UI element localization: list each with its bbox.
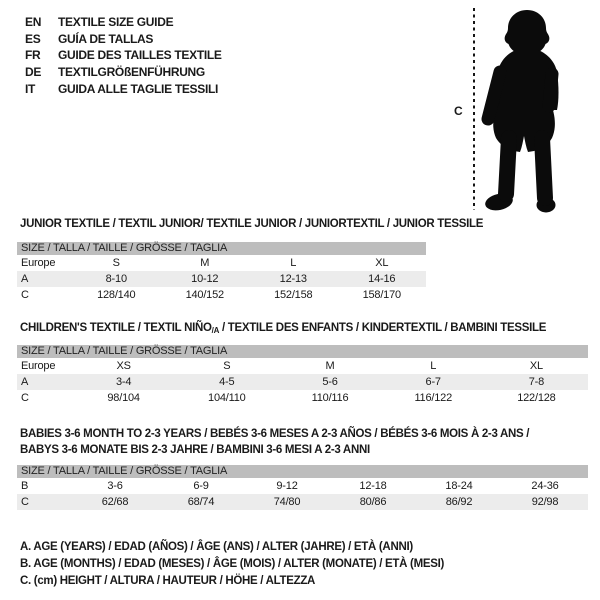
height-cell: 74/80 (273, 496, 301, 508)
children-title-sub: /A (211, 326, 220, 335)
row-label: B (21, 480, 29, 492)
height-cell: 158/170 (362, 289, 401, 301)
legend-notes (20, 539, 444, 589)
row-label: C (21, 289, 29, 301)
age-cell: 12-13 (279, 273, 307, 285)
height-cell: 128/140 (97, 289, 136, 301)
table-row-age (17, 374, 588, 390)
language-label: GUIDA ALLE TAGLIE TESSILI (58, 81, 219, 96)
language-row (25, 14, 222, 31)
language-label: GUIDE DES TAILLES TEXTILE (58, 48, 222, 63)
height-cell: 122/128 (517, 392, 556, 404)
language-code: ES (25, 31, 41, 46)
age-cell: 7-8 (528, 376, 545, 388)
size-cell: XS (116, 360, 131, 372)
height-cell: 98/104 (107, 392, 140, 404)
children-table-title (20, 320, 546, 339)
height-measure-label: C (454, 104, 463, 118)
row-label: Europe (21, 360, 56, 372)
height-cell: 110/116 (311, 392, 349, 404)
age-cell: 4-5 (219, 376, 235, 388)
size-cell: M (200, 257, 210, 269)
language-code: FR (25, 48, 41, 63)
height-cell: 80/86 (359, 496, 387, 508)
language-code: IT (25, 81, 36, 96)
size-header-bar: SIZE / TALLA / TAILLE / GRÖSSE / TAGLIA (17, 345, 588, 358)
age-cell: 8-10 (105, 273, 127, 285)
language-label: TEXTILE SIZE GUIDE (58, 15, 174, 30)
height-cell: 116/122 (414, 392, 452, 404)
babies-title-line2: BABYS 3-6 MONATE BIS 2-3 JAHRE / BAMBINI 3-6 MESI A 2-3 ANNI (20, 444, 370, 456)
babies-size-table (17, 465, 588, 510)
height-cell: 68/74 (187, 496, 215, 508)
language-label: GUÍA DE TALLAS (58, 31, 154, 46)
height-cell: 86/92 (445, 496, 473, 508)
row-label: A (21, 376, 29, 388)
babies-table-title (20, 426, 529, 458)
size-cell: XL (375, 257, 389, 269)
height-cell: 62/68 (101, 496, 129, 508)
table-row-height (17, 390, 588, 406)
junior-table-title: JUNIOR TEXTILE / TEXTIL JUNIOR/ TEXTILE JUNIOR / JUNIORTEXTIL / JUNIOR TESSILE (20, 218, 484, 230)
note-age-years: A. AGE (YEARS) / EDAD (AÑOS) / ÂGE (ANS) / ALTER (JAHRE) / ETÀ (ANNI) (20, 541, 413, 553)
junior-size-table (17, 242, 426, 303)
age-cell: 9-12 (276, 480, 298, 492)
baby-silhouette-icon (480, 6, 568, 214)
table-row-europe (17, 358, 588, 374)
age-cell: 3-6 (107, 480, 123, 492)
size-cell: S (112, 257, 120, 269)
age-cell: 24-36 (531, 480, 559, 492)
language-code: DE (25, 65, 42, 80)
age-cell: 6-7 (425, 376, 441, 388)
table-row-age-months (17, 478, 588, 494)
size-cell: M (325, 360, 335, 372)
language-code: EN (25, 15, 42, 30)
note-height-cm: C. (cm) HEIGHT / ALTURA / HAUTEUR / HÖHE / ALTEZZA (20, 574, 316, 587)
language-header (25, 14, 222, 97)
table-row-height (17, 494, 588, 510)
language-row (25, 47, 222, 64)
height-cell: 92/98 (531, 496, 559, 508)
table-row-age (17, 271, 426, 287)
size-cell: S (223, 360, 231, 372)
children-size-table (17, 345, 588, 406)
size-cell: L (290, 257, 297, 269)
row-label: A (21, 273, 29, 285)
language-row (25, 80, 222, 97)
size-cell: L (430, 360, 437, 372)
age-cell: 18-24 (445, 480, 473, 492)
age-cell: 6-9 (193, 480, 209, 492)
age-cell: 14-16 (368, 273, 396, 285)
row-label: C (21, 496, 29, 508)
children-title-post: / TEXTILE DES ENFANTS / KINDERTEXTIL / BAMBINI TESSILE (219, 322, 547, 334)
row-label: Europe (21, 257, 56, 269)
age-cell: 10-12 (191, 273, 219, 285)
row-label: C (21, 392, 29, 404)
height-cell: 104/110 (208, 392, 246, 404)
note-age-months: B. AGE (MONTHS) / EDAD (MESES) / ÂGE (MOIS) / ALTER (MONATE) / ETÀ (MESI) (20, 557, 445, 570)
size-header-bar: SIZE / TALLA / TAILLE / GRÖSSE / TAGLIA (17, 465, 588, 478)
language-label: TEXTILGRÖßENFÜHRUNG (58, 65, 205, 80)
language-row (25, 31, 222, 48)
age-cell: 5-6 (322, 376, 338, 388)
age-cell: 12-18 (359, 480, 387, 492)
size-header-bar: SIZE / TALLA / TAILLE / GRÖSSE / TAGLIA (17, 242, 426, 255)
babies-title-line1: BABIES 3-6 MONTH TO 2-3 YEARS / BEBÉS 3-6 MESES A 2-3 AÑOS / BÉBÉS 3-6 MOIS À 2-3 ANS / (20, 428, 530, 440)
height-cell: 152/158 (274, 289, 313, 301)
height-measure-dashed-line (473, 8, 475, 210)
language-row (25, 64, 222, 81)
age-cell: 3-4 (115, 376, 132, 388)
table-row-europe (17, 255, 426, 271)
size-cell: XL (529, 360, 543, 372)
table-row-height (17, 287, 426, 303)
children-title-pre: CHILDREN'S TEXTILE / TEXTIL NIÑO (20, 322, 212, 334)
height-cell: 140/152 (185, 289, 224, 301)
